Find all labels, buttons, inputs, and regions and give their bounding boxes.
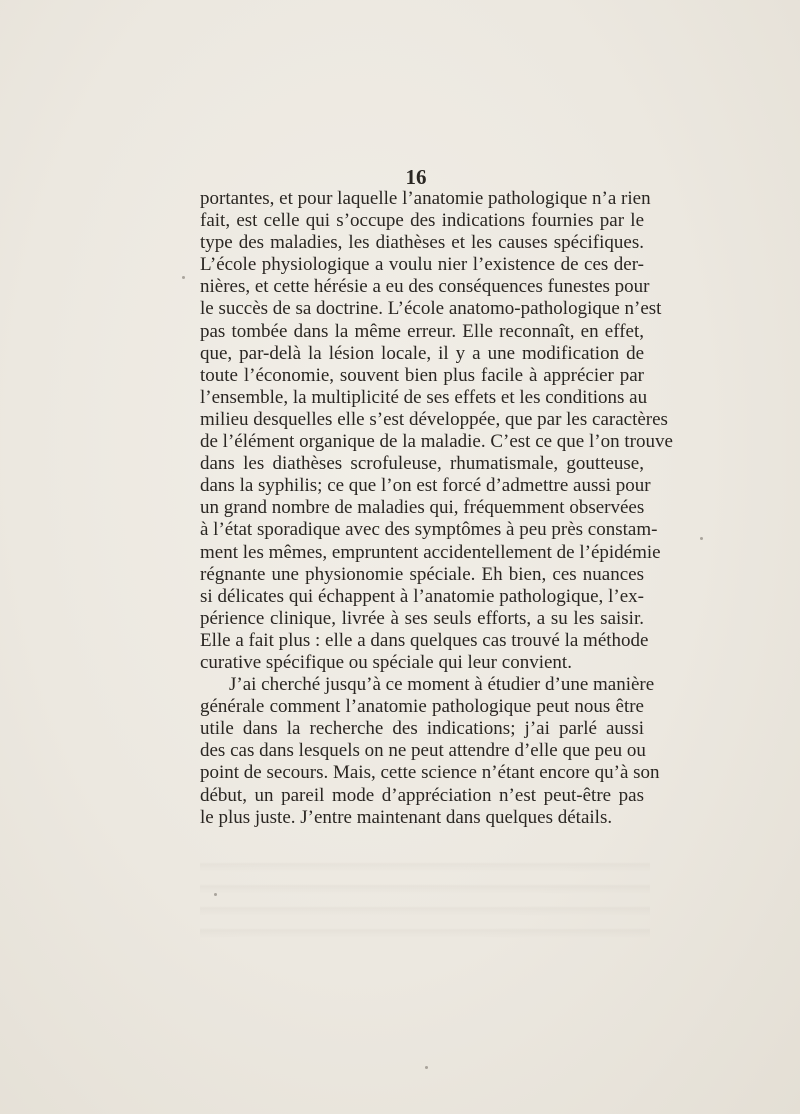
show-through-text: [200, 850, 650, 940]
text-line: ment les mêmes, empruntent accidentellement de l’épidémie: [200, 541, 661, 563]
text-line: J’ai cherché jusqu’à ce moment à étudier d’une manière: [229, 674, 655, 696]
paper-speck: [700, 537, 703, 540]
text-line: de l’élément organique de la maladie. C’est ce que l’on trouve: [200, 431, 673, 453]
paper-speck: [182, 276, 185, 279]
text-line: générale comment l’anatomie pathologique peut nous être: [200, 696, 644, 718]
page-number: 16: [405, 165, 427, 189]
text-line: des cas dans lesquels on ne peut attendre d’elle que peu ou: [200, 740, 646, 762]
text-line: si délicates qui échappent à l’anatomie pathologique, l’ex-: [200, 585, 644, 607]
text-line: que, par-delà la lésion locale, il y a une modification de: [200, 342, 644, 364]
text-line: dans les diathèses scrofuleuse, rhumatismale, goutteuse,: [200, 453, 644, 475]
text-line: nières, et cette hérésie a eu des conséquences funestes pour: [200, 276, 650, 298]
text-line: Elle a fait plus : elle a dans quelques cas trouvé la méthode: [200, 629, 649, 651]
paper-speck: [425, 1066, 428, 1069]
text-line: l’ensemble, la multiplicité de ses effets et les conditions au: [200, 386, 648, 408]
text-line: périence clinique, livrée à ses seuls efforts, a su les saisir.: [200, 607, 644, 629]
text-line: point de secours. Mais, cette science n’étant encore qu’à son: [200, 762, 660, 784]
text-line: portantes, et pour laquelle l’anatomie pathologique n’a rien: [200, 188, 651, 209]
text-line: fait, est celle qui s’occupe des indications fournies par le: [200, 210, 644, 232]
text-line: utile dans la recherche des indications; j’ai parlé aussi: [200, 718, 644, 740]
body-text: [200, 188, 673, 829]
text-line: début, un pareil mode d’appréciation n’est peut-être pas: [200, 784, 644, 806]
text-line: dans la syphilis; ce que l’on est forcé d’admettre aussi pour: [200, 475, 651, 497]
text-line: milieu desquelles elle s’est développée, que par les caractères: [200, 408, 668, 430]
text-line: L’école physiologique a voulu nier l’existence de ces der-: [200, 254, 644, 276]
text-line: pas tombée dans la même erreur. Elle reconnaît, en effet,: [200, 320, 644, 342]
text-line: le succès de sa doctrine. L’école anatomo-pathologique n’est: [200, 298, 662, 320]
text-line: à l’état sporadique avec des symptômes à peu près constam-: [200, 519, 658, 541]
text-line: curative spécifique ou spéciale qui leur convient.: [200, 651, 572, 673]
text-line: type des maladies, les diathèses et les causes spécifiques.: [200, 232, 644, 254]
text-line: toute l’économie, souvent bien plus facile à apprécier par: [200, 364, 644, 386]
text-line: un grand nombre de maladies qui, fréquemment observées: [200, 497, 645, 519]
paper-speck: [214, 893, 217, 896]
text-line: le plus juste. J’entre maintenant dans quelques détails.: [200, 806, 613, 828]
text-line: régnante une physionomie spéciale. Eh bien, ces nuances: [200, 563, 644, 585]
